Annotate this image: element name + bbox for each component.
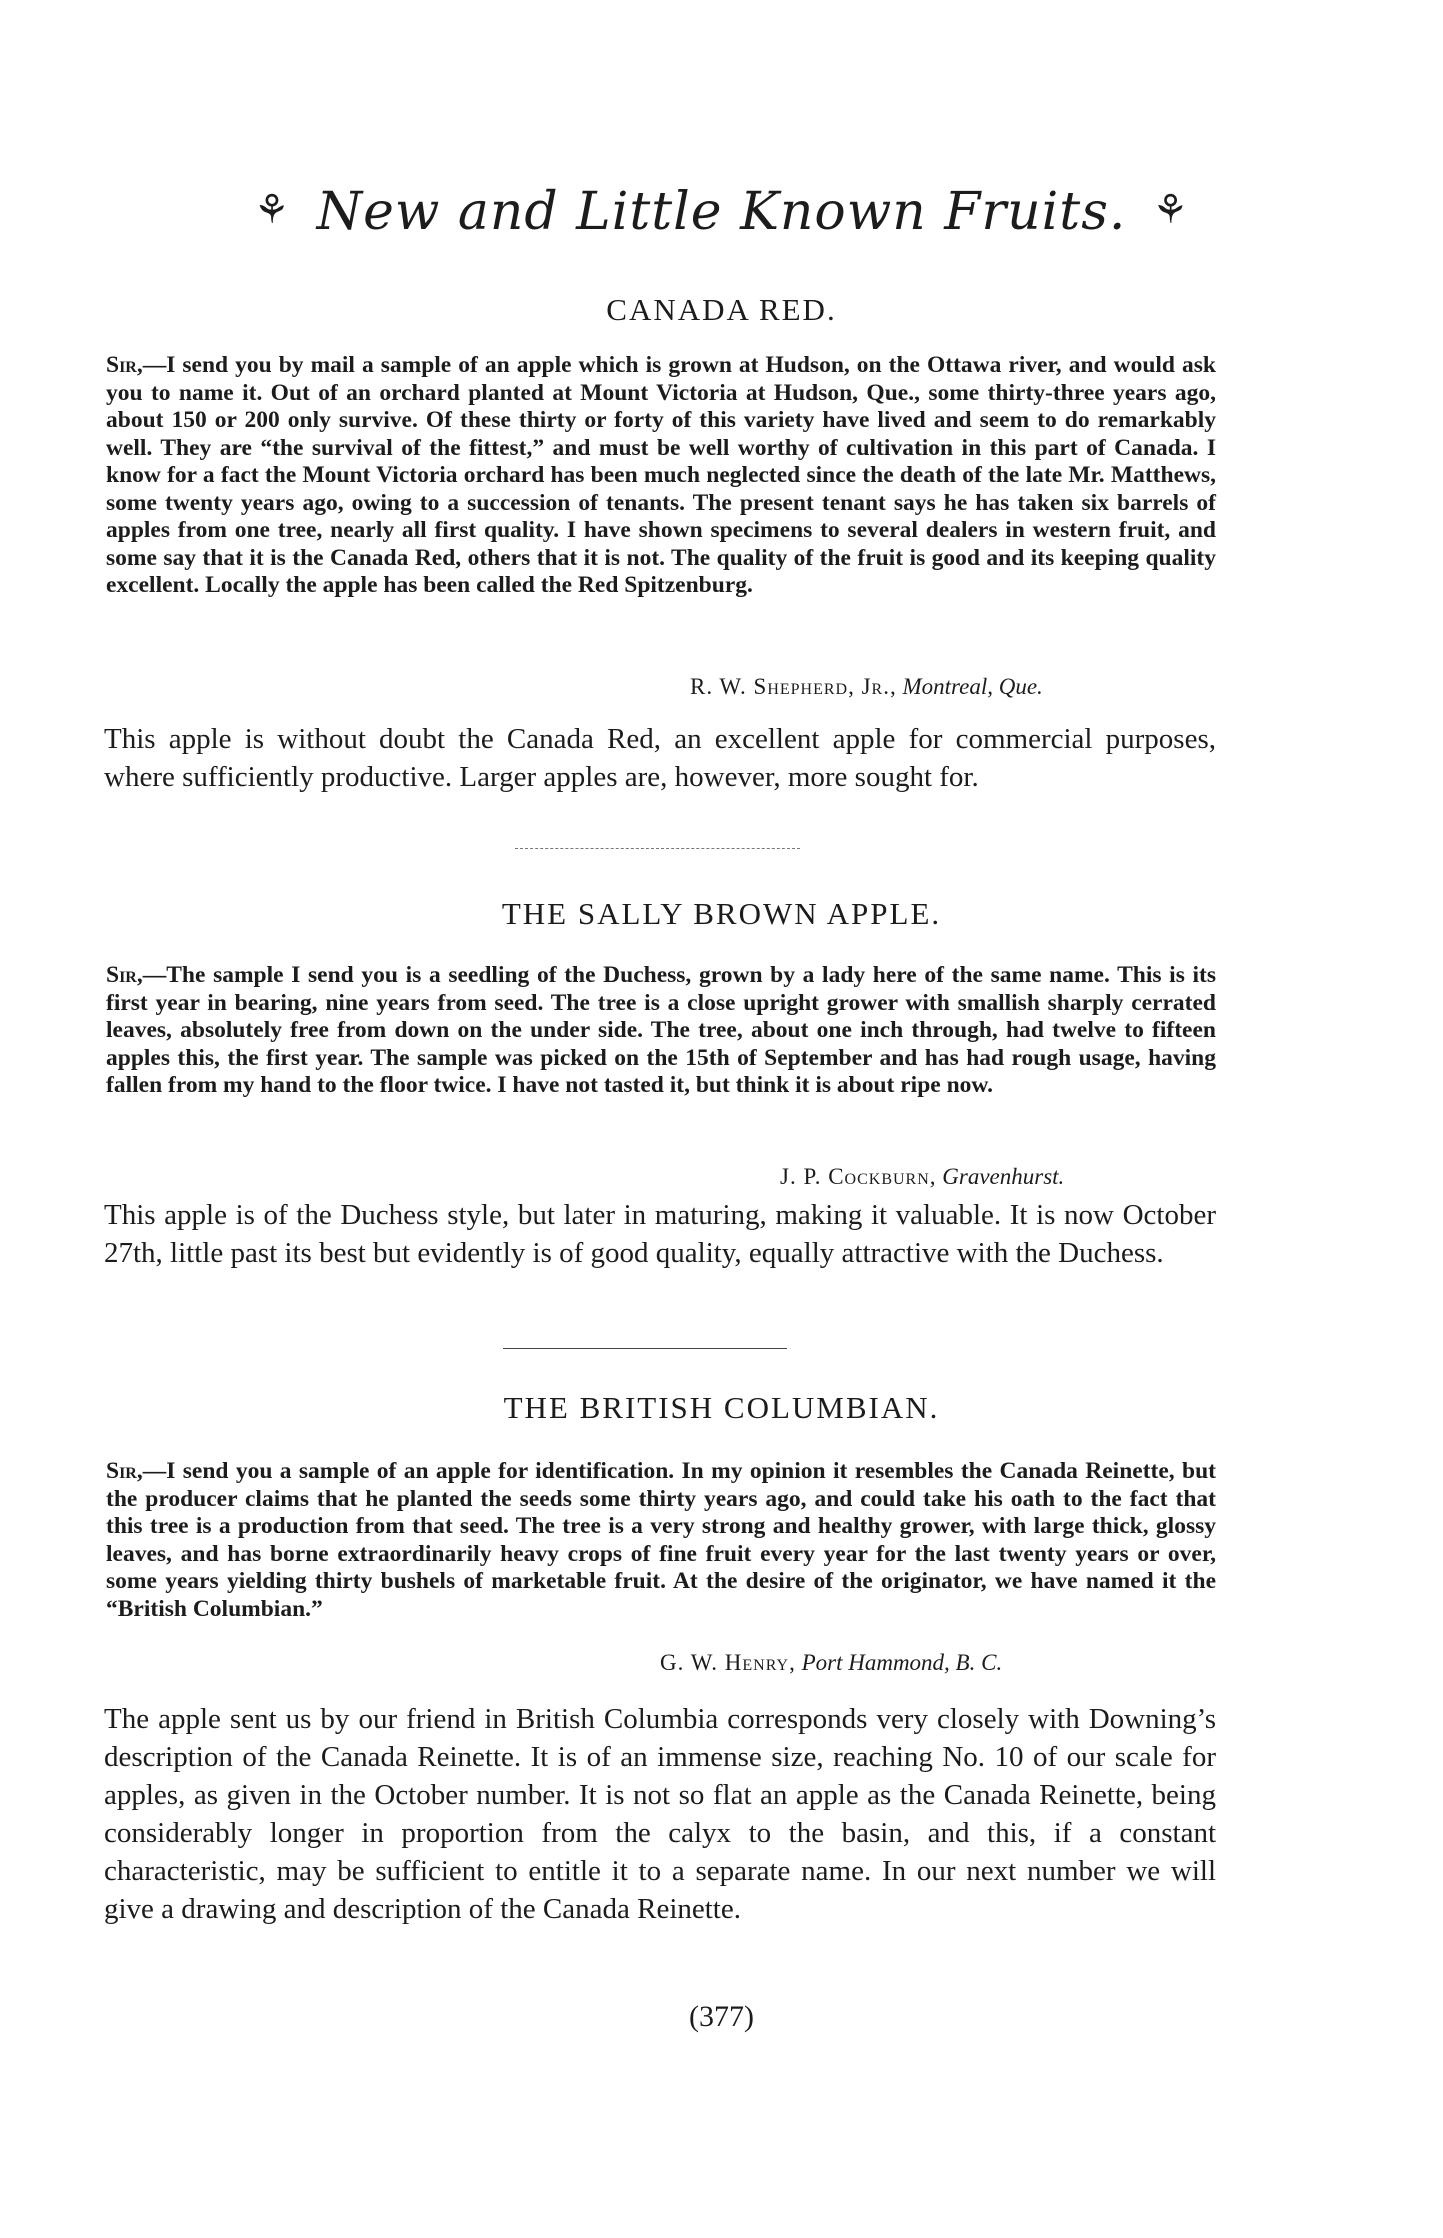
section-title-sally-brown: THE SALLY BROWN APPLE.	[501, 896, 942, 931]
signature-name: G. W. Henry,	[660, 1650, 796, 1675]
section-divider	[503, 1348, 787, 1349]
signature-place: Montreal, Que.	[902, 674, 1043, 699]
heading-text: New and Little Known Fruits.	[316, 182, 1127, 242]
letter-salutation: Sir,	[106, 352, 143, 378]
section-title-canada-red: CANADA RED.	[606, 292, 837, 327]
section-divider	[515, 848, 800, 849]
letter-body: —I send you a sample of an apple for identification. In my opinion it resembles the Canada Reinette, but the producer claims that he planted the seeds some thirty years ago, and could take his oath to the fact that this tree is a production from that seed. The tree is a very strong and healthy grower, with large thick, glossy leaves, and has borne extraordinarily heavy crops of fine fruit every year for the last twenty years or over, some years yielding thirty bushels of marketable fruit. At the desire of the originator, we have named it the “British Columbian.”	[106, 1458, 1216, 1622]
right-ornament-icon: ⚘	[1152, 187, 1190, 233]
left-ornament-icon: ⚘	[253, 187, 291, 233]
signature-name: R. W. Shepherd, Jr.,	[690, 674, 897, 699]
editor-comment-canada-red: This apple is without doubt the Canada Red, an excellent apple for commercial purposes, where sufficiently productive. Larger apples are, however, more sought for.	[104, 723, 1216, 793]
signature-place: Gravenhurst.	[942, 1164, 1065, 1189]
editor-comment-british-columbian: The apple sent us by our friend in British Columbia corresponds very closely with Downing’s description of the Canada Reinette. It is of an immense size, reaching No. 10 of our scale for apples, as given in the October number. It is not so flat an apple as the Canada Reinette, being considerably longer in proportion from the calyx to the basin, and this, if a constant characteristic, may be sufficient to entitle it to a separate name. In our next number we will give a drawing and description of the Canada Reinette.	[104, 1703, 1216, 1925]
letter-canada-red	[106, 352, 1216, 600]
page-heading	[0, 182, 1443, 242]
letter-salutation: Sir,	[106, 962, 143, 988]
letter-body: —I send you by mail a sample of an apple which is grown at Hudson, on the Ottawa river, and would ask you to name it. Out of an orchard planted at Mount Victoria at Hudson, Que., some thirty-three years ago, about 150 or 200 only survive. Of these thirty or forty of this variety have lived and seem to do remarkably well. They are “the survival of the fittest,” and must be well worthy of cultivation in this part of Canada. I know for a fact the Mount Victoria orchard has been much neglected since the death of the late Mr. Matthews, some twenty years ago, owing to a succession of tenants. The present tenant says he has taken six barrels of apples from one tree, nearly all first quality. I have shown specimens to several dealers in western fruit, and some say that it is the Canada Red, others that it is not. The quality of the fruit is good and its keeping quality excellent. Locally the apple has been called the Red Spitzenburg.	[106, 352, 1216, 598]
letter-salutation: Sir,	[106, 1458, 143, 1484]
signature-canada-red	[690, 674, 1043, 700]
signature-sally-brown	[780, 1164, 1064, 1190]
editor-comment-sally-brown: This apple is of the Duchess style, but later in maturing, making it valuable. It is now October 27th, little past its best but evidently is of good quality, equally attractive with the Duchess.	[104, 1199, 1216, 1269]
letter-british-columbian	[106, 1458, 1216, 1623]
signature-place: Port Hammond, B. C.	[801, 1650, 1003, 1675]
letter-body: —The sample I send you is a seedling of the Duchess, grown by a lady here of the same name. This is its first year in bearing, nine years from seed. The tree is a close upright grower with smallish sharply cerrated leaves, absolutely free from down on the under side. The tree, about one inch through, had twelve to fifteen apples this, the first year. The sample was picked on the 15th of September and has had rough usage, having fallen from my hand to the floor twice. I have not tasted it, but think it is about ripe now.	[106, 962, 1216, 1098]
section-title-british-columbian: THE BRITISH COLUMBIAN.	[503, 1390, 940, 1425]
signature-british-columbian	[660, 1650, 1002, 1676]
letter-sally-brown	[106, 962, 1216, 1100]
signature-name: J. P. Cockburn,	[780, 1164, 937, 1189]
page-number: (377)	[689, 2000, 754, 2033]
